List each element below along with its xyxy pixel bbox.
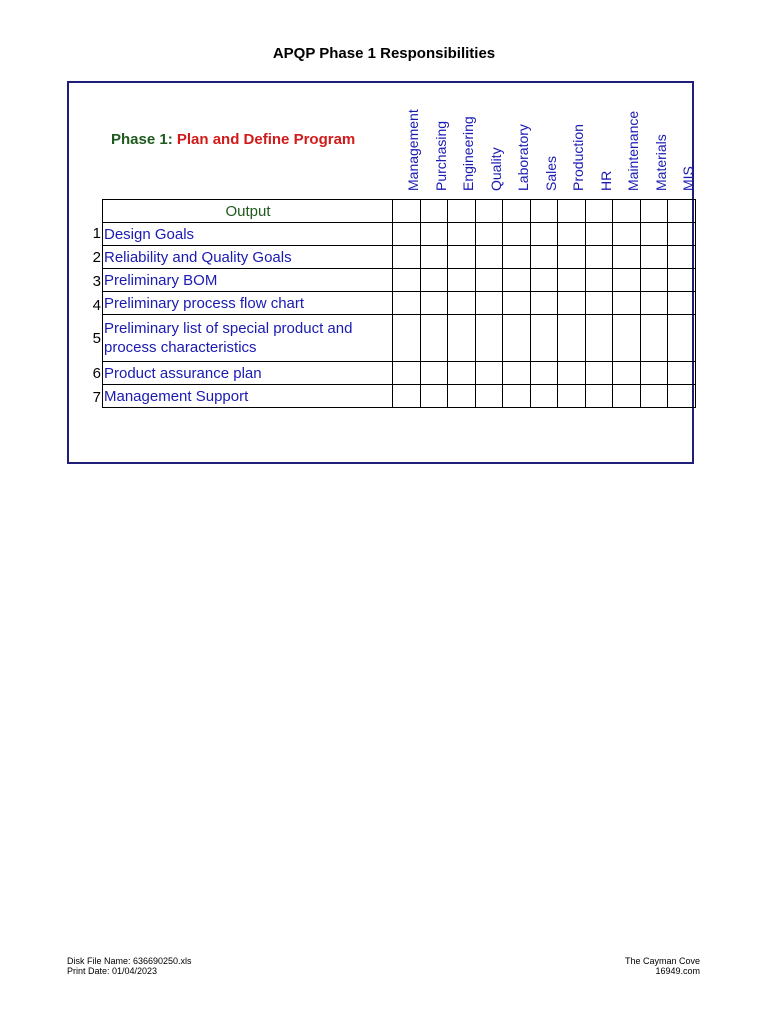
col-header: HR	[597, 170, 614, 191]
col-header: MIS	[679, 166, 696, 191]
output-header: Output	[103, 200, 393, 223]
table-cell[interactable]	[585, 292, 613, 315]
table-cell[interactable]	[393, 385, 421, 408]
table-cell[interactable]	[448, 292, 476, 315]
table-cell[interactable]	[475, 223, 503, 246]
table-cell[interactable]	[503, 362, 531, 385]
table-cell[interactable]	[613, 292, 641, 315]
table-cell[interactable]	[668, 362, 696, 385]
row-number: 2	[92, 249, 101, 266]
output-label: Reliability and Quality Goals	[103, 246, 393, 269]
table-cell[interactable]	[558, 200, 586, 223]
table-cell[interactable]	[585, 246, 613, 269]
col-header: Purchasing	[432, 120, 449, 191]
col-header: Engineering	[459, 116, 476, 191]
footer-file-info	[67, 956, 192, 976]
table-cell[interactable]	[585, 200, 613, 223]
company-site: 16949.com	[655, 966, 700, 976]
table-cell[interactable]	[393, 315, 421, 362]
table-row	[103, 292, 696, 315]
phase-number: Phase 1:	[111, 131, 173, 148]
col-header: Maintenance	[624, 110, 641, 191]
table-cell[interactable]	[448, 315, 476, 362]
table-cell[interactable]	[475, 200, 503, 223]
row-number: 3	[92, 273, 101, 290]
print-date: Print Date: 01/04/2023	[67, 966, 158, 976]
col-header: Sales	[542, 155, 559, 191]
table-cell[interactable]	[448, 200, 476, 223]
table-cell[interactable]	[393, 200, 421, 223]
row-number: 1	[92, 225, 101, 242]
table-cell[interactable]	[420, 292, 448, 315]
table-cell[interactable]	[613, 269, 641, 292]
table-cell[interactable]	[530, 385, 558, 408]
table-cell[interactable]	[613, 246, 641, 269]
table-cell[interactable]	[585, 315, 613, 362]
table-cell[interactable]	[668, 200, 696, 223]
table-cell[interactable]	[640, 385, 668, 408]
table-cell[interactable]	[448, 246, 476, 269]
table-cell[interactable]	[530, 246, 558, 269]
phase-heading	[111, 131, 355, 148]
table-cell[interactable]	[558, 292, 586, 315]
table-cell[interactable]	[613, 385, 641, 408]
table-cell[interactable]	[640, 223, 668, 246]
table-cell[interactable]	[530, 269, 558, 292]
table-cell[interactable]	[530, 292, 558, 315]
table-cell[interactable]	[503, 292, 531, 315]
table-cell[interactable]	[558, 385, 586, 408]
table-row	[103, 362, 696, 385]
table-cell[interactable]	[613, 362, 641, 385]
table-cell[interactable]	[640, 292, 668, 315]
table-cell[interactable]	[475, 362, 503, 385]
table-cell[interactable]	[503, 223, 531, 246]
table-cell[interactable]	[475, 246, 503, 269]
responsibility-table	[102, 199, 696, 408]
table-cell[interactable]	[420, 315, 448, 362]
table-cell[interactable]	[475, 269, 503, 292]
table-header-row	[103, 200, 696, 223]
table-row	[103, 315, 696, 362]
table-row	[103, 269, 696, 292]
table-cell[interactable]	[668, 315, 696, 362]
table-cell[interactable]	[475, 315, 503, 362]
col-header: Production	[569, 124, 586, 191]
table-cell[interactable]	[558, 246, 586, 269]
col-header: Laboratory	[514, 124, 531, 191]
table-cell[interactable]	[585, 223, 613, 246]
table-cell[interactable]	[448, 269, 476, 292]
output-label: Design Goals	[103, 223, 393, 246]
table-cell[interactable]	[585, 269, 613, 292]
table-cell[interactable]	[448, 362, 476, 385]
table-cell[interactable]	[420, 223, 448, 246]
table-cell[interactable]	[640, 362, 668, 385]
table-cell[interactable]	[503, 269, 531, 292]
table-cell[interactable]	[530, 315, 558, 362]
table-cell[interactable]	[585, 385, 613, 408]
table-cell[interactable]	[640, 315, 668, 362]
table-cell[interactable]	[503, 246, 531, 269]
col-header: Management	[404, 109, 421, 191]
table-cell[interactable]	[558, 223, 586, 246]
table-cell[interactable]	[613, 223, 641, 246]
table-cell[interactable]	[668, 292, 696, 315]
row-number: 6	[92, 365, 101, 382]
table-cell[interactable]	[558, 315, 586, 362]
company-name: The Cayman Cove	[624, 956, 700, 966]
table-cell[interactable]	[393, 269, 421, 292]
output-label: Preliminary process flow chart	[103, 292, 393, 315]
table-cell[interactable]	[475, 385, 503, 408]
table-cell[interactable]	[558, 362, 586, 385]
table-cell[interactable]	[530, 200, 558, 223]
table-cell[interactable]	[530, 223, 558, 246]
table-cell[interactable]	[530, 362, 558, 385]
table-cell[interactable]	[613, 315, 641, 362]
table-cell[interactable]	[503, 315, 531, 362]
table-row	[103, 223, 696, 246]
table-cell[interactable]	[393, 362, 421, 385]
table-cell[interactable]	[503, 385, 531, 408]
row-number: 4	[92, 297, 101, 314]
disk-file-name: Disk File Name: 636690250.xls	[67, 956, 192, 966]
table-cell[interactable]	[420, 246, 448, 269]
table-cell[interactable]	[420, 385, 448, 408]
page-title: APQP Phase 1 Responsibilities	[272, 45, 496, 62]
table-row	[103, 246, 696, 269]
table-cell[interactable]	[613, 200, 641, 223]
table-cell[interactable]	[668, 223, 696, 246]
table-cell[interactable]	[475, 292, 503, 315]
table-cell[interactable]	[668, 385, 696, 408]
table-cell[interactable]	[393, 246, 421, 269]
output-label: Preliminary BOM	[103, 269, 393, 292]
output-label: Preliminary list of special product and process characteristics	[103, 315, 393, 362]
table-cell[interactable]	[558, 269, 586, 292]
table-cell[interactable]	[640, 246, 668, 269]
table-cell[interactable]	[503, 200, 531, 223]
table-cell[interactable]	[668, 269, 696, 292]
table-cell[interactable]	[420, 269, 448, 292]
row-number: 7	[92, 389, 101, 406]
table-cell[interactable]	[668, 246, 696, 269]
table-cell[interactable]	[420, 200, 448, 223]
col-header: Quality	[487, 147, 504, 191]
output-label: Product assurance plan	[103, 362, 393, 385]
row-number: 5	[92, 330, 101, 347]
output-label: Management Support	[103, 385, 393, 408]
table-cell[interactable]	[640, 200, 668, 223]
footer-company	[625, 956, 700, 976]
table-cell[interactable]	[420, 362, 448, 385]
table-cell[interactable]	[640, 269, 668, 292]
table-cell[interactable]	[448, 385, 476, 408]
col-header: Materials	[652, 134, 669, 191]
table-cell[interactable]	[393, 292, 421, 315]
table-cell[interactable]	[393, 223, 421, 246]
phase-name: Plan and Define Program	[176, 131, 356, 148]
table-cell[interactable]	[585, 362, 613, 385]
table-cell[interactable]	[448, 223, 476, 246]
table-row	[103, 385, 696, 408]
